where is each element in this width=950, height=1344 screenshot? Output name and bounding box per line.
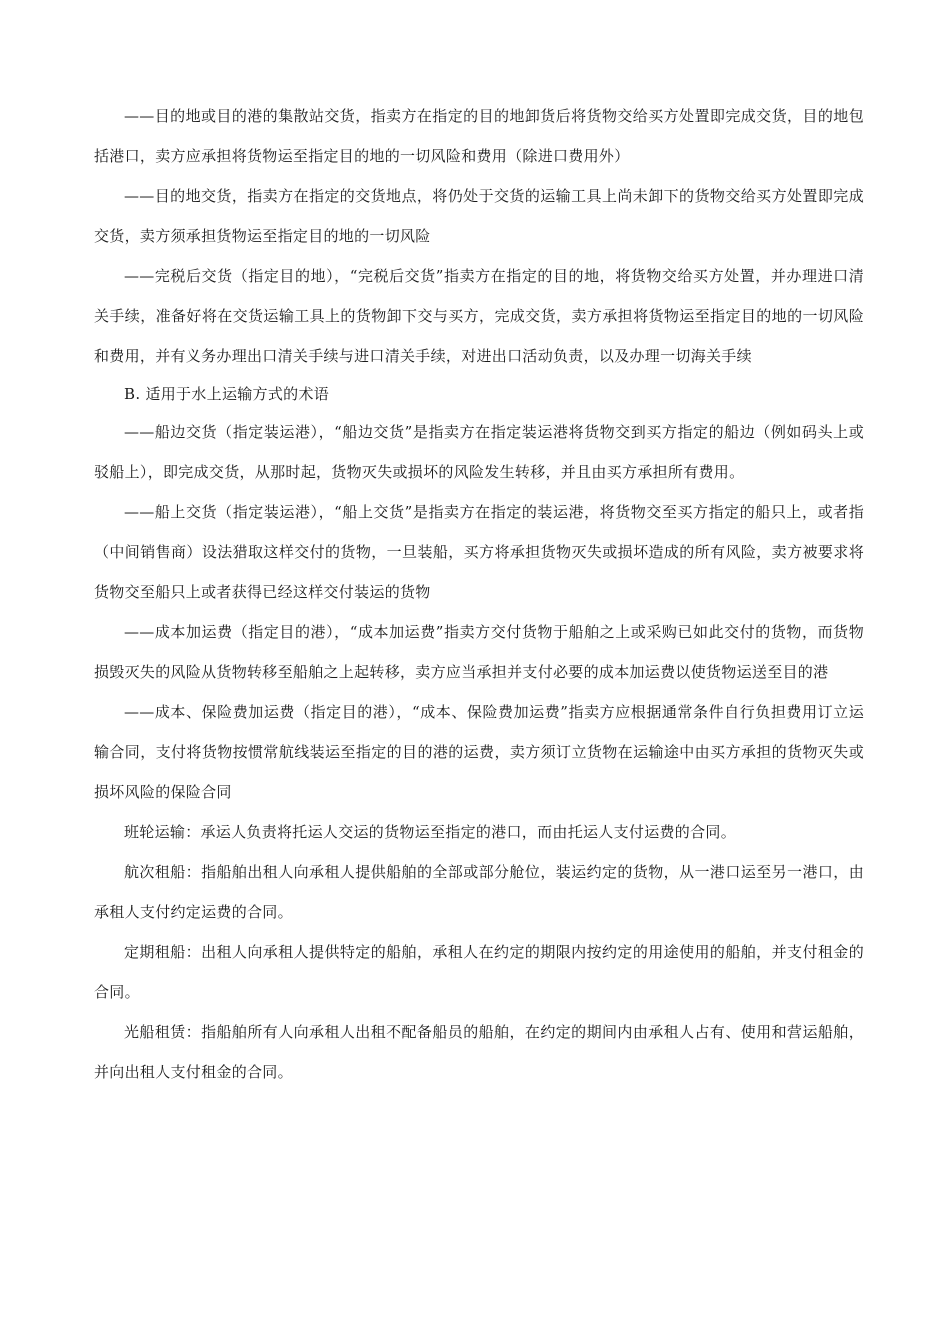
section-heading-water-transport: B. 适用于水上运输方式的术语 <box>124 385 330 403</box>
paragraph-free-alongside-ship: ——船边交货（指定装运港），“船边交货”是指卖方在指定装运港将货物交到买方指定的船边（例如码头上或驳船上），即完成交货，从那时起，货物灭失或损坏的风险发生转移，并且由买方承担所有费用。 <box>94 423 864 481</box>
paragraph-voyage-charter: 航次租船：指船舶出租人向承租人提供船舶的全部或部分舱位，装运约定的货物，从一港口运至另一港口，由承租人支付约定运费的合同。 <box>94 863 864 921</box>
paragraph-delivered-duty-paid: ——完税后交货（指定目的地），“完税后交货”指卖方在指定的目的地，将货物交给买方处置，并办理进口清关手续，准备好将在交货运输工具上的货物卸下交与买方，完成交货，卖方承担将货物运至指定目的地的一切风险和费用，并有义务办理出口清关手续与进口清关手续，对进出口活动负责，以及办理一切海关手续 <box>94 267 864 365</box>
paragraph-destination-terminal-delivery: ——目的地或目的港的集散站交货，指卖方在指定的目的地卸货后将货物交给买方处置即完成交货，目的地包括港口，卖方应承担将货物运至指定目的地的一切风险和费用（除进口费用外） <box>94 107 864 165</box>
paragraph-cost-and-freight: ——成本加运费（指定目的港），“成本加运费”指卖方交付货物于船舶之上或采购已如此交付的货物，而货物损毁灭失的风险从货物转移至船舶之上起转移，卖方应当承担并支付必要的成本加运费以使货物运送至目的港 <box>94 623 864 681</box>
paragraph-liner-transport: 班轮运输：承运人负责将托运人交运的货物运至指定的港口，而由托运人支付运费的合同。 <box>124 823 737 841</box>
paragraph-free-on-board: ——船上交货（指定装运港），“船上交货”是指卖方在指定的装运港，将货物交至买方指定的船只上，或者指（中间销售商）设法猎取这样交付的货物，一旦装船，买方将承担货物灭失或损坏造成的所有风险，卖方被要求将货物交至船只上或者获得已经这样交付装运的货物 <box>94 503 864 601</box>
paragraph-bareboat-charter: 光船租赁：指船舶所有人向承租人出租不配备船员的船舶，在约定的期间内由承租人占有、使用和营运船舶，并向出租人支付租金的合同。 <box>94 1023 864 1081</box>
paragraph-cost-insurance-freight: ——成本、保险费加运费（指定目的港），“成本、保险费加运费”指卖方应根据通常条件自行负担费用订立运输合同，支付将货物按惯常航线装运至指定的目的港的运费，卖方须订立货物在运输途中由买方承担的货物灭失或损坏风险的保险合同 <box>94 703 864 801</box>
paragraph-time-charter: 定期租船：出租人向承租人提供特定的船舶，承租人在约定的期限内按约定的用途使用的船舶，并支付租金的合同。 <box>94 943 864 1001</box>
document-body <box>94 96 864 1092</box>
paragraph-delivery-at-place: ——目的地交货，指卖方在指定的交货地点，将仍处于交货的运输工具上尚未卸下的货物交给买方处置即完成交货，卖方须承担货物运至指定目的地的一切风险 <box>94 187 864 245</box>
